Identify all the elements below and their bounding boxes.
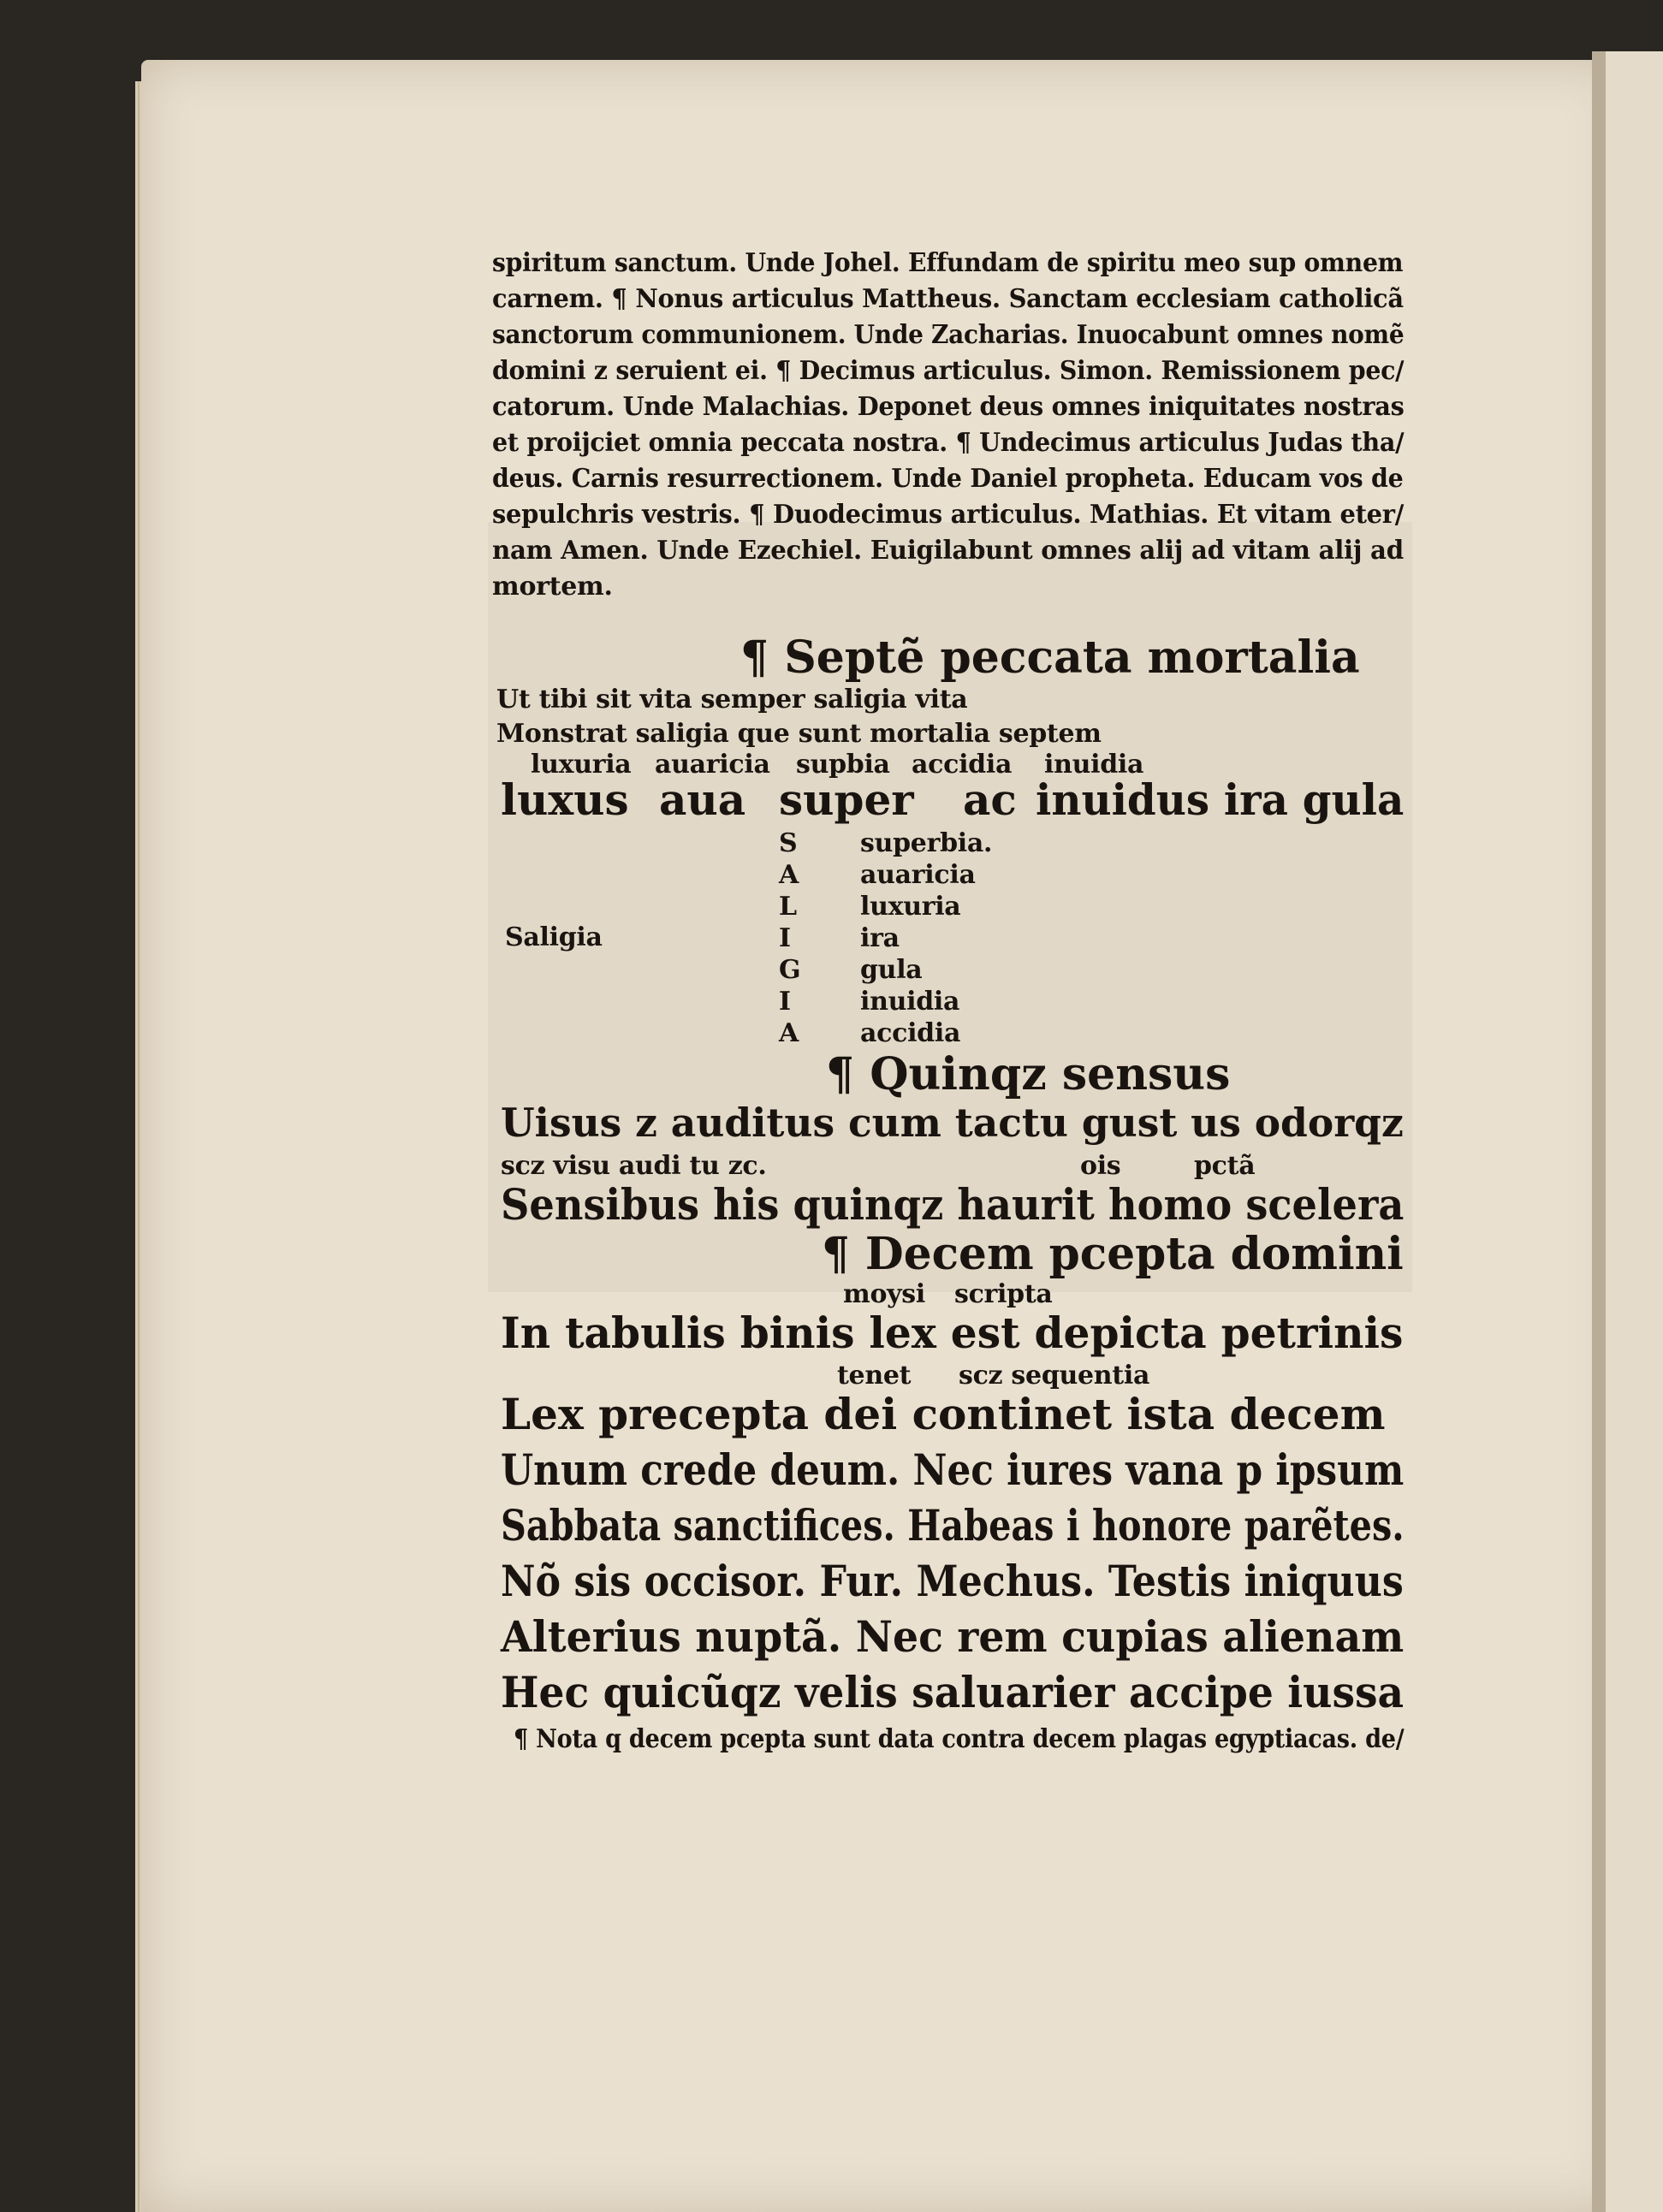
facing-page-edge (1606, 51, 1663, 2212)
section-heading: ¶ Decem pcepta domini (822, 1228, 1404, 1280)
gloss-word: scz sequentia (959, 1361, 1150, 1391)
gloss-word: luxuria (531, 750, 632, 780)
text-line: nam Amen. Unde Ezechiel. Euigilabunt omnes alij ad vitam alij ad (492, 536, 1404, 566)
text-line: carnem. ¶ Nonus articulus Mattheus. Sanctam ecclesiam catholicã (492, 284, 1404, 314)
verse-line: Uisus z auditus cum tactu gust us odorqz (501, 1100, 1404, 1146)
acrostic-letter: L (779, 892, 797, 922)
text-line: domini z seruient ei. ¶ Decimus articulus. Simon. Remissionem pec/ (492, 356, 1405, 386)
verse-line: Monstrat saligia que sunt mortalia septem (496, 719, 1102, 749)
gloss-word: scripta (954, 1279, 1053, 1309)
gloss-word: moysi (843, 1279, 925, 1309)
saligia-word: Saligia (505, 922, 603, 952)
gloss-line: ois (1080, 1151, 1121, 1181)
verse-line: Alterius nuptã. Nec rem cupias alienam (501, 1611, 1405, 1662)
verse-line: Unum crede deum. Nec iures vana p ipsum (501, 1444, 1405, 1495)
text-line: et proijciet omnia peccata nostra. ¶ Undecimus articulus Judas tha/ (492, 428, 1405, 458)
book-gutter (1592, 51, 1606, 2212)
verse-line: In tabulis binis lex est depicta petrinis (501, 1308, 1404, 1358)
verse-line: Sabbata sanctifices. Habeas i honore parẽtes. (501, 1500, 1405, 1551)
acrostic-letter: A (779, 860, 799, 890)
gloss-word: supbia (796, 750, 890, 780)
text-line: catorum. Unde Malachias. Deponet deus omnes iniquitates nostras (492, 392, 1405, 422)
gloss-line: scz visu audi tu zc. (501, 1151, 767, 1181)
verse-word: ac (963, 774, 1017, 825)
verse-line: Ut tibi sit vita semper saligia vita (496, 685, 968, 715)
verse-line: Hec quicũqz velis saluarier accipe iussa (501, 1667, 1405, 1717)
vice-word: gula (860, 955, 923, 985)
verse-line: Sensibus his quinqz haurit homo scelera (501, 1179, 1405, 1230)
section-heading: ¶ Quinqz sensus (826, 1048, 1231, 1100)
acrostic-letter: A (779, 1018, 799, 1048)
text-line: sepulchris vestris. ¶ Duodecimus articulus. Mathias. Et vitam eter/ (492, 500, 1405, 530)
gloss-word: auaricia (655, 750, 770, 780)
verse-word: super (779, 774, 914, 825)
vice-word: inuidia (860, 987, 960, 1017)
vice-word: ira (860, 923, 900, 953)
gloss-word: accidia (912, 750, 1013, 780)
text-line: sanctorum communionem. Unde Zacharias. Inuocabunt omnes nomẽ (492, 320, 1405, 350)
text-line: deus. Carnis resurrectionem. Unde Daniel propheta. Educam vos de (492, 464, 1404, 494)
verse-word: luxus (501, 774, 629, 825)
section-heading: ¶ Septẽ peccata mortalia (740, 632, 1360, 684)
acrostic-letter: G (779, 955, 801, 985)
vice-word: accidia (860, 1018, 961, 1048)
verse-word: inuidus ira gula (1036, 774, 1405, 825)
verse-line: Nõ sis occisor. Fur. Mechus. Testis iniquus (501, 1556, 1404, 1606)
verse-line: Lex precepta dei continet ista decem (501, 1389, 1386, 1439)
vice-word: auaricia (860, 860, 976, 890)
verse-word: aua (659, 774, 746, 825)
acrostic-letter: I (779, 987, 791, 1017)
text-line: mortem. (492, 572, 613, 602)
vice-word: luxuria (860, 892, 961, 922)
note-line: ¶ Nota q decem pcepta sunt data contra decem plagas egyptiacas. de/ (514, 1724, 1405, 1754)
gloss-word: tenet (837, 1361, 912, 1391)
gloss-word: inuidia (1044, 750, 1144, 780)
gloss-line: pctã (1194, 1151, 1256, 1181)
text-line: spiritum sanctum. Unde Johel. Effundam de spiritu meo sup omnem (492, 248, 1404, 278)
acrostic-letter: S (779, 828, 798, 858)
acrostic-letter: I (779, 923, 791, 953)
vice-word: superbia. (860, 828, 993, 858)
